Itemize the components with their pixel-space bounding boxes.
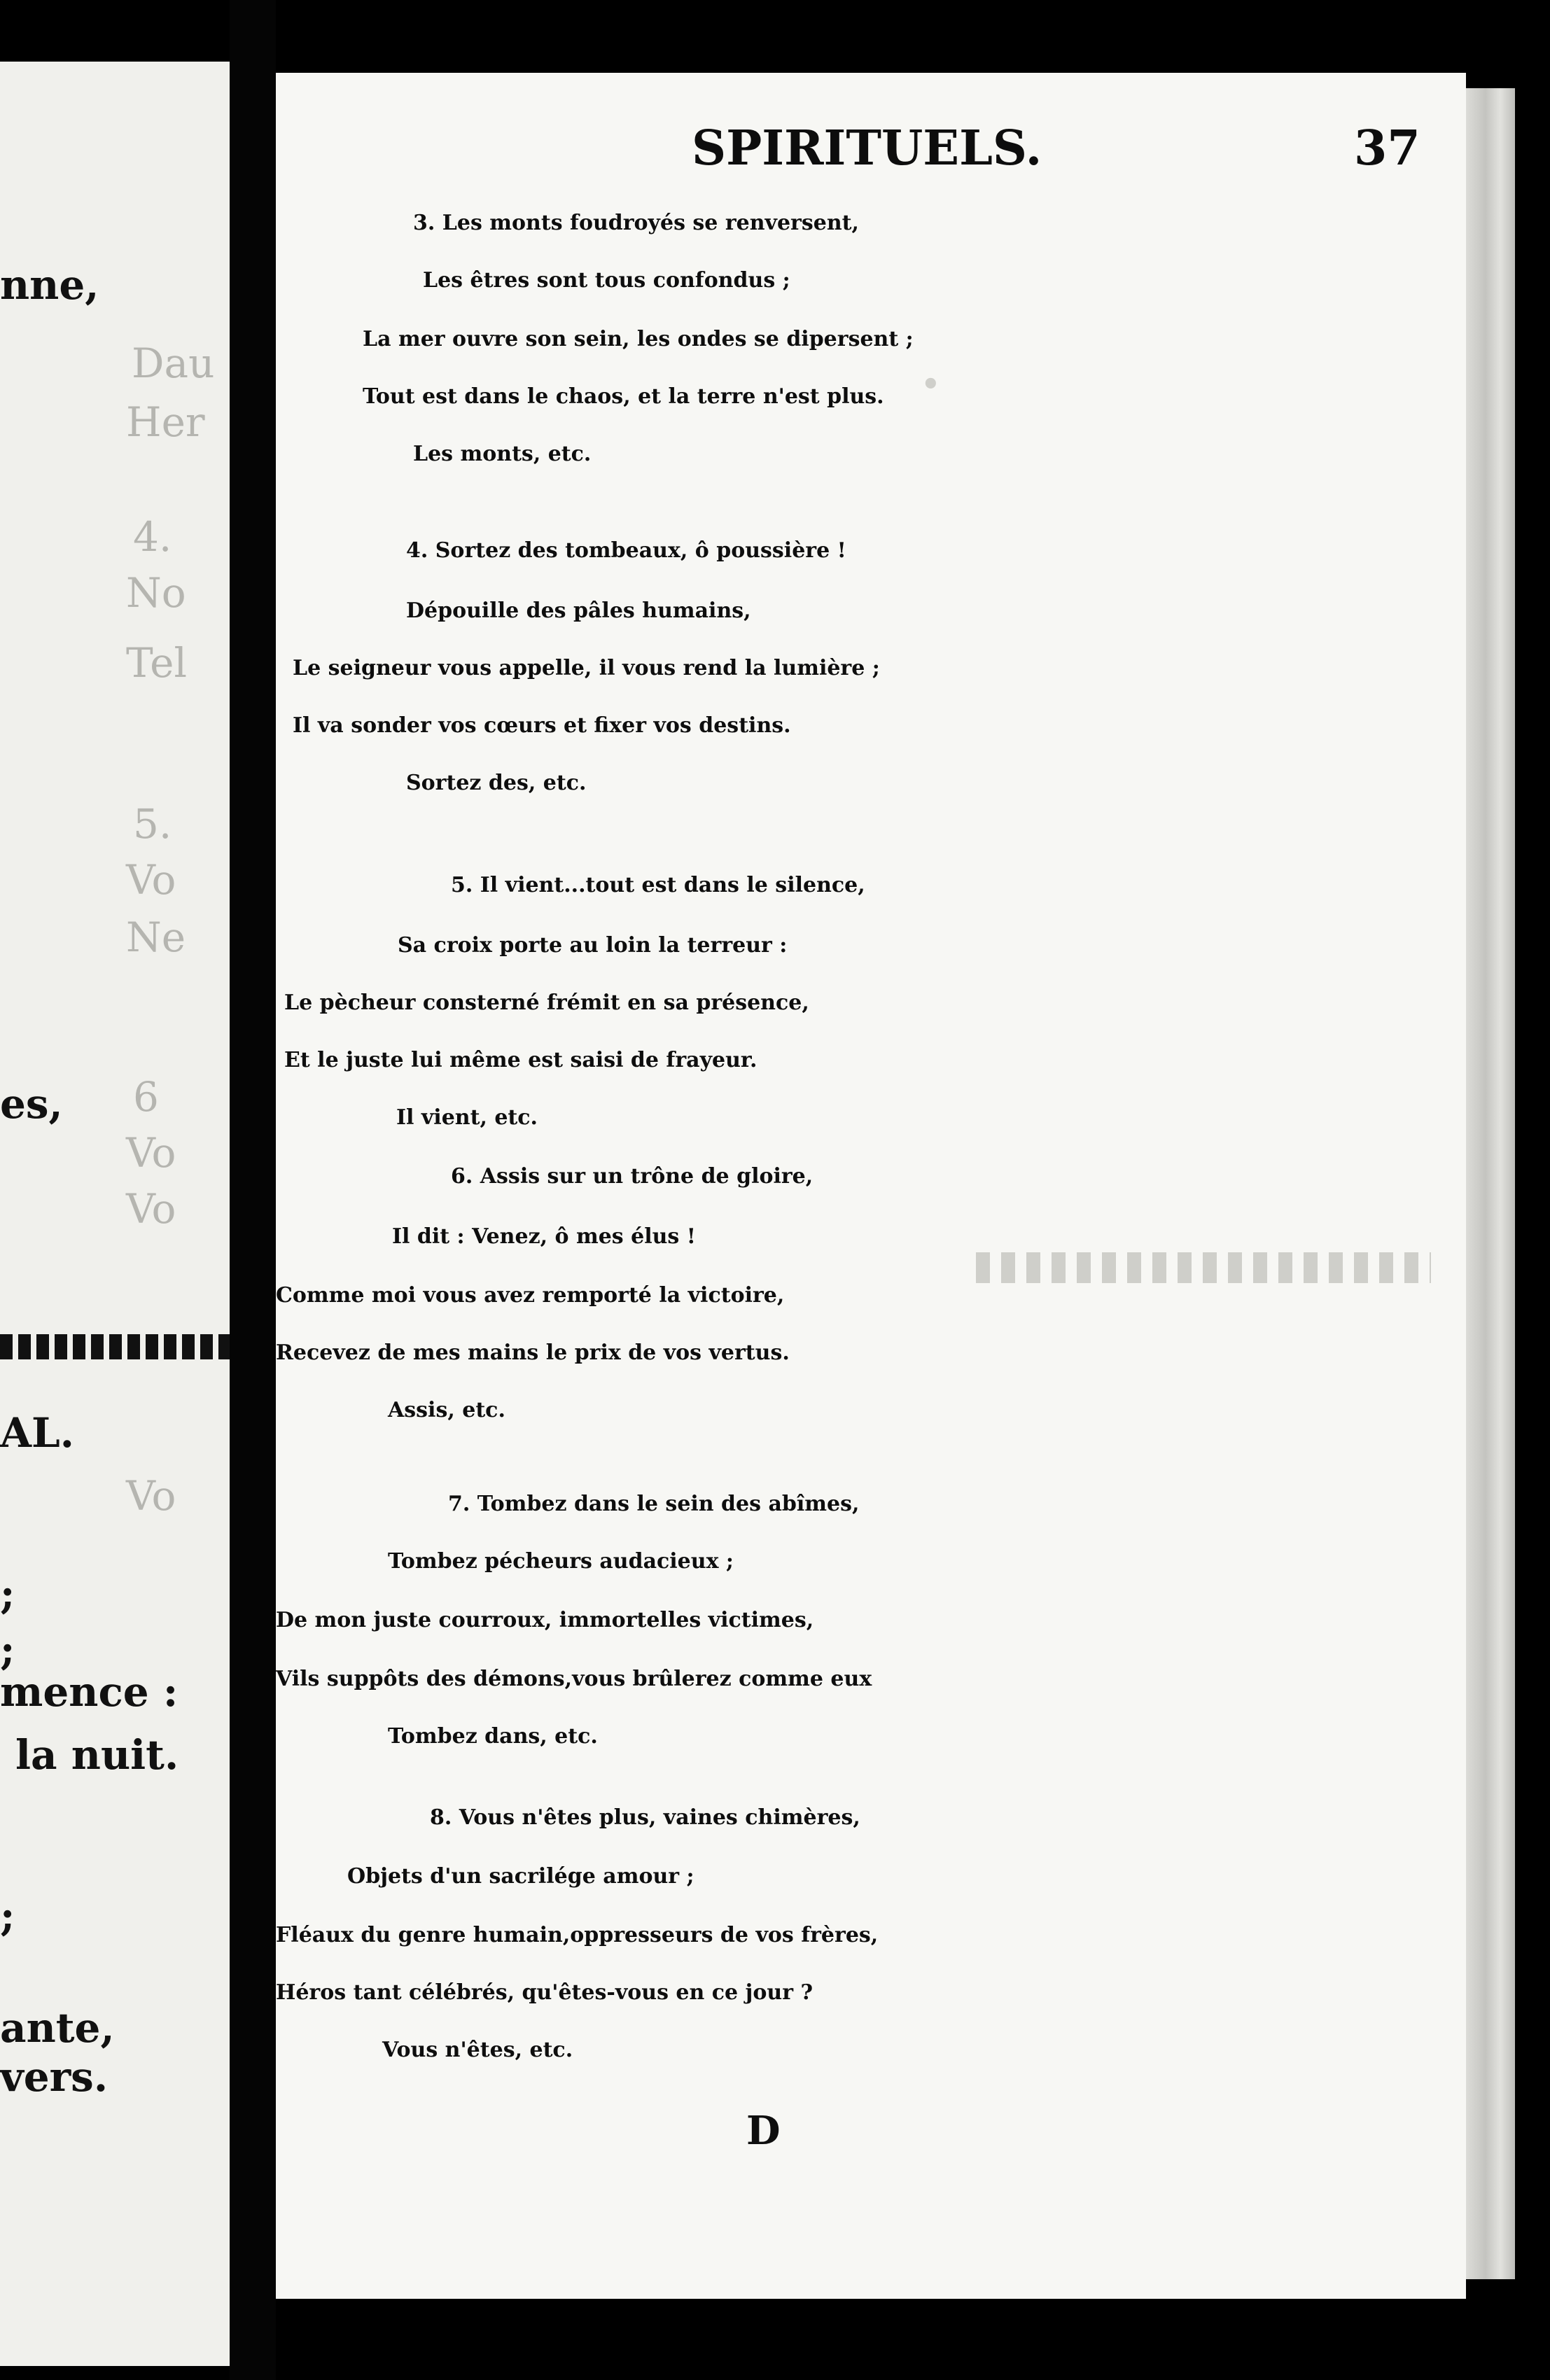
right-page <box>276 73 1466 2299</box>
verse-line: Il dit : Venez, ô mes élus ! <box>392 1224 696 1249</box>
left-fragment: es, <box>0 1080 63 1128</box>
left-ornament-rule <box>0 1334 230 1359</box>
left-fragment: vers. <box>0 2053 109 2101</box>
left-fragment: Vo <box>126 1472 176 1520</box>
verse-line: Comme moi vous avez remporté la victoire, <box>276 1283 785 1308</box>
verse-line: 5. Il vient...tout est dans le silence, <box>451 873 865 897</box>
book-gutter <box>230 0 276 2380</box>
verse-line: Dépouille des pâles humains, <box>406 598 751 623</box>
verse-line: Recevez de mes mains le prix de vos vertus. <box>276 1340 790 1365</box>
left-fragment: ; <box>0 1626 15 1674</box>
running-header-title: SPIRITUELS. <box>692 120 1042 176</box>
left-fragment: mence : <box>0 1668 179 1716</box>
verse-refrain: Tombez dans, etc. <box>388 1724 598 1749</box>
left-fragment: Tel <box>126 639 188 687</box>
verse-refrain: Les monts, etc. <box>413 442 592 466</box>
left-fragment: Ne <box>126 913 186 961</box>
left-fragment: ; <box>0 1892 15 1940</box>
left-fragment: 6 <box>133 1073 159 1121</box>
left-fragment: Vo <box>126 1129 176 1177</box>
left-fragment: Her <box>126 398 205 446</box>
left-fragment: Vo <box>126 856 176 904</box>
signature-mark: D <box>746 2108 781 2154</box>
left-fragment: No <box>126 569 186 617</box>
left-fragment: la nuit. <box>15 1731 179 1779</box>
verse-line: Sa croix porte au loin la terreur : <box>398 933 788 958</box>
page-number: 37 <box>1354 120 1420 176</box>
left-fragment: 4. <box>133 513 172 561</box>
verse-line: 4. Sortez des tombeaux, ô poussière ! <box>406 538 846 563</box>
verse-line: Objets d'un sacrilége amour ; <box>347 1864 694 1889</box>
verse-line: Et le juste lui même est saisi de frayeur. <box>284 1048 757 1072</box>
left-fragment: Vo <box>126 1185 176 1233</box>
verse-line: Le pècheur consterné frémit en sa présence, <box>284 990 809 1015</box>
left-fragment: nne, <box>0 261 99 309</box>
verse-line: Le seigneur vous appelle, il vous rend la lumière ; <box>293 656 880 680</box>
verse-line: Il va sonder vos cœurs et fixer vos destins. <box>293 713 791 738</box>
verse-line: Tout est dans le chaos, et la terre n'est plus. <box>363 384 884 409</box>
verse-line: 6. Assis sur un trône de gloire, <box>451 1164 814 1189</box>
page-edge <box>1466 88 1515 2279</box>
verse-refrain: Vous n'êtes, etc. <box>382 2038 573 2062</box>
verse-line: Les êtres sont tous confondus ; <box>423 268 790 293</box>
left-fragment: Dau <box>132 340 215 387</box>
left-fragment: ante, <box>0 2004 115 2052</box>
verse-refrain: Sortez des, etc. <box>406 771 587 795</box>
verse-refrain: Il vient, etc. <box>396 1105 538 1130</box>
verse-line: Fléaux du genre humain,oppresseurs de vos frères, <box>276 1923 879 1947</box>
verse-line: Héros tant célébrés, qu'êtes-vous en ce jour ? <box>276 1980 814 2005</box>
verse-line: 8. Vous n'êtes plus, vaines chimères, <box>430 1805 860 1830</box>
verse-line: La mer ouvre son sein, les ondes se dipersent ; <box>363 327 914 351</box>
left-page <box>0 62 230 2366</box>
show-through-text: • <box>920 364 942 406</box>
left-fragment: 5. <box>133 800 172 848</box>
left-fragment: ; <box>0 1570 15 1618</box>
verse-line: 7. Tombez dans le sein des abîmes, <box>448 1492 860 1516</box>
verse-refrain: Assis, etc. <box>388 1398 505 1422</box>
left-fragment: AL. <box>0 1409 74 1457</box>
verse-line: Tombez pécheurs audacieux ; <box>388 1549 734 1574</box>
show-through-ornament <box>976 1252 1431 1283</box>
verse-line: 3. Les monts foudroyés se renversent, <box>413 211 859 235</box>
verse-line: De mon juste courroux, immortelles victimes, <box>276 1608 814 1632</box>
verse-line: Vils suppôts des démons,vous brûlerez comme eux <box>276 1667 872 1691</box>
